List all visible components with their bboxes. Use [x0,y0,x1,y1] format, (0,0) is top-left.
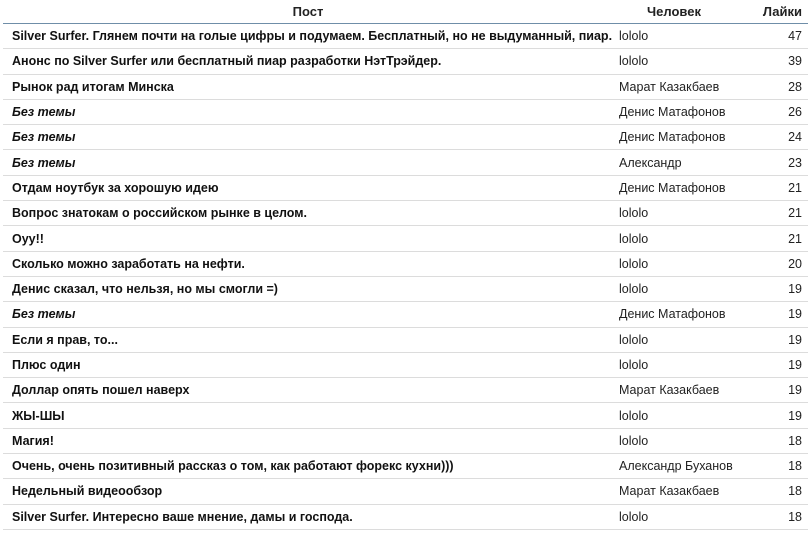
likes-count: 26 [758,99,808,124]
post-cell [3,479,613,504]
person-cell [613,327,758,352]
post-cell [3,125,613,150]
person-cell [613,24,758,49]
person-cell [613,454,758,479]
table-row [3,403,808,428]
likes-count: 21 [758,175,808,200]
author-link[interactable]: Денис Матафонов [619,105,726,120]
post-title-link[interactable]: Без темы [12,155,76,170]
likes-count: 21 [758,226,808,251]
person-cell [613,74,758,99]
author-link[interactable]: lololo [619,332,649,347]
person-cell [613,352,758,377]
person-cell [613,49,758,74]
column-header-post[interactable]: Пост [3,0,613,24]
post-title-link[interactable]: Очень, очень позитивный рассказ о том, как работают форекс кухни))) [12,459,454,474]
table-row [3,24,808,49]
person-cell [613,150,758,175]
post-cell [3,454,613,479]
table-row [3,378,808,403]
author-link[interactable]: lololo [619,358,649,372]
post-title-link[interactable]: Вопрос знатокам о российском рынке в целом. [12,206,308,221]
person-cell [613,251,758,276]
post-title-link[interactable]: Если я прав, то... [12,332,118,347]
post-title-link[interactable]: Рынок рад итогам Минска [12,79,174,94]
likes-count: 19 [758,403,808,428]
likes-count: 21 [758,201,808,226]
likes-count: 19 [758,352,808,377]
table-row [3,226,808,251]
author-link[interactable]: Марат Казакбаев [619,484,720,499]
post-cell [3,49,613,74]
post-title-link[interactable]: Магия! [12,433,54,448]
person-cell [613,125,758,150]
author-link[interactable]: lololo [619,256,649,271]
author-link[interactable]: lololo [619,408,649,423]
table-body [3,24,808,530]
likes-count: 18 [758,454,808,479]
author-link[interactable]: lololo [619,231,649,246]
person-cell [613,403,758,428]
author-link[interactable]: Денис Матафонов [619,307,726,322]
person-cell [613,479,758,504]
post-cell [3,327,613,352]
top-posts-table [3,0,808,530]
author-link[interactable]: lololo [619,282,649,297]
table-row [3,504,808,529]
post-cell [3,99,613,124]
post-cell [3,302,613,327]
post-cell [3,403,613,428]
table-header-row [3,0,808,24]
column-header-person[interactable]: Человек [613,0,758,24]
post-title-link[interactable]: Плюс один [12,358,81,372]
column-header-likes[interactable]: Лайки [758,0,808,24]
table-row [3,479,808,504]
author-link[interactable]: Денис Матафонов [619,180,726,195]
author-link[interactable]: Александр [619,155,682,170]
likes-count: 47 [758,24,808,49]
likes-count: 19 [758,302,808,327]
table-row [3,99,808,124]
table-row [3,251,808,276]
post-cell [3,378,613,403]
author-link[interactable]: Денис Матафонов [619,130,726,145]
person-cell [613,428,758,453]
likes-count: 18 [758,504,808,529]
person-cell [613,226,758,251]
table-row [3,74,808,99]
post-title-link[interactable]: Доллар опять пошел наверх [12,383,190,398]
post-title-link[interactable]: ЖЫ-ШЫ [12,408,65,423]
author-link[interactable]: lololo [619,433,649,448]
person-cell [613,175,758,200]
post-title-link[interactable]: Анонс по Silver Surfer или бесплатный пиар разработки НэтТрэйдер. [12,54,442,69]
author-link[interactable]: lololo [619,509,649,524]
likes-count: 19 [758,378,808,403]
post-cell [3,226,613,251]
person-cell [613,201,758,226]
post-cell [3,428,613,453]
table-row [3,454,808,479]
post-cell [3,175,613,200]
table-row [3,125,808,150]
post-title-link[interactable]: Silver Surfer. Интересно ваше мнение, дамы и господа. [12,509,353,524]
likes-count: 19 [758,276,808,301]
author-link[interactable]: lololo [619,29,649,44]
author-link[interactable]: lololo [619,206,649,221]
author-link[interactable]: lololo [619,54,649,69]
post-cell [3,504,613,529]
likes-count: 19 [758,327,808,352]
likes-count: 28 [758,74,808,99]
author-link[interactable]: Александр Буханов [619,459,733,474]
post-title-link[interactable]: Без темы [12,105,76,120]
post-title-link[interactable]: Без темы [12,307,76,322]
table-row [3,201,808,226]
person-cell [613,378,758,403]
table-row [3,428,808,453]
post-title-link[interactable]: Отдам ноутбук за хорошую идею [12,180,219,195]
table-row [3,327,808,352]
person-cell [613,302,758,327]
author-link[interactable]: Марат Казакбаев [619,79,720,94]
table-row [3,276,808,301]
table-row [3,302,808,327]
post-cell [3,24,613,49]
post-cell [3,352,613,377]
person-cell [613,276,758,301]
post-cell [3,74,613,99]
post-title-link[interactable]: Silver Surfer. Глянем почти на голые цифры и подумаем. Бесплатный, но не выдуманный, пиар. [12,29,613,44]
post-title-link[interactable]: Без темы [12,130,76,145]
likes-count: 20 [758,251,808,276]
post-cell [3,150,613,175]
post-title-link[interactable]: Оуу!! [12,231,44,246]
person-cell [613,504,758,529]
post-cell [3,251,613,276]
table-row [3,49,808,74]
table-row [3,352,808,377]
post-cell [3,201,613,226]
likes-count: 23 [758,150,808,175]
likes-count: 18 [758,479,808,504]
post-title-link[interactable]: Денис сказал, что нельзя, но мы смогли =) [12,282,278,297]
post-title-link[interactable]: Недельный видеообзор [12,484,163,499]
likes-count: 24 [758,125,808,150]
table-row [3,175,808,200]
person-cell [613,99,758,124]
likes-count: 39 [758,49,808,74]
table-row [3,150,808,175]
post-cell [3,276,613,301]
likes-count: 18 [758,428,808,453]
post-title-link[interactable]: Сколько можно заработать на нефти. [12,256,245,271]
author-link[interactable]: Марат Казакбаев [619,383,720,398]
